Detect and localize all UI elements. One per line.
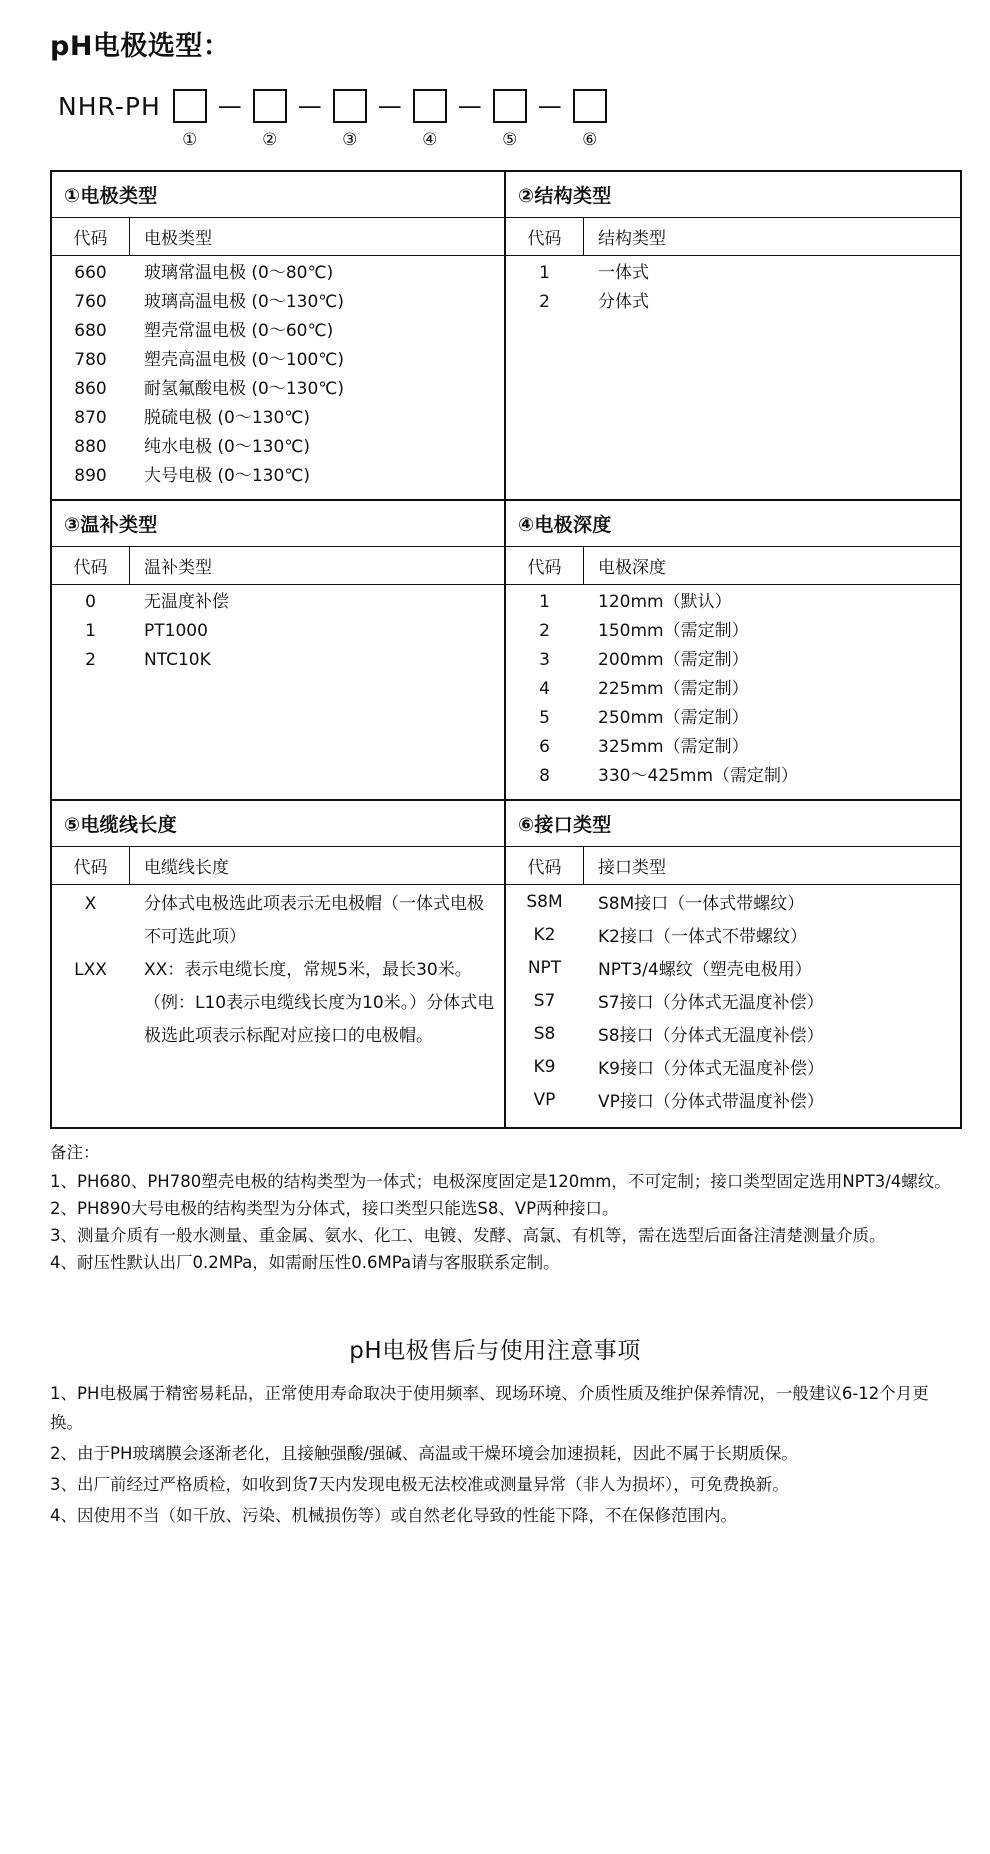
table-row [506,288,960,317]
row-desc: 分体式 [598,292,649,312]
row-code: 2 [539,292,550,312]
table-row [52,404,504,433]
slot-box-6 [573,89,607,123]
row-desc: K2接口（一体式不带螺纹） [598,927,807,947]
slot-box-4 [413,89,447,123]
row-desc: K9接口（分体式无温度补偿） [598,1059,824,1079]
model-prefix: NHR-PH [58,92,161,121]
row-code: VP [533,1090,556,1110]
column-header-desc: 接口类型 [598,858,666,878]
slot-box-2 [253,89,287,123]
after-sales-section [50,1379,950,1530]
row-code: 4 [539,679,550,699]
row-desc: 150mm（需定制） [598,621,749,641]
row-code: X [84,894,97,914]
row-code: 870 [74,408,107,428]
row-desc: 耐氢氟酸电极 (0～130℃) [144,379,345,399]
slot-number-5: ⑤ [502,130,518,150]
row-desc: NTC10K [144,650,211,670]
row-code: 5 [539,708,550,728]
remark-item: 4、耐压性默认出厂0.2MPa，如需耐压性0.6MPa请与客服联系定制。 [50,1253,560,1272]
table-row [52,462,504,491]
row-code: 0 [85,592,96,612]
table-row [506,617,960,646]
table-row [52,375,504,404]
slot-box-1 [173,89,207,123]
row-desc: 塑壳高温电极 (0～100℃) [144,350,345,370]
selection-table [50,170,962,1129]
row-desc: 250mm（需定制） [598,708,749,728]
column-header-code: 代码 [52,547,130,584]
row-desc: 玻璃常温电极 (0～80℃) [144,263,334,283]
table-row [506,987,960,1020]
column-header-code: 代码 [506,218,584,255]
table-row [52,888,504,954]
column-header-desc: 结构类型 [598,229,666,249]
row-desc: 大号电极 (0～130℃) [144,466,311,486]
table-row [506,921,960,954]
section-heading: ③温补类型 [52,501,504,547]
rows-body [506,585,960,799]
slot-dash-4: — [457,92,482,120]
rows-body [52,256,504,499]
model-slot-1 [173,89,207,150]
row-desc: PT1000 [144,621,208,641]
table-block-3 [52,801,960,1129]
column-header-desc: 温补类型 [144,558,212,578]
remark-item: 2、PH890大号电极的结构类型为分体式，接口类型只能选S8、VP两种接口。 [50,1199,619,1218]
row-desc: 120mm（默认） [598,592,732,612]
row-code: 3 [539,650,550,670]
slot-number-6: ⑥ [582,130,598,150]
row-code: 860 [74,379,107,399]
remark-item: 1、PH680、PH780塑壳电极的结构类型为一体式；电极深度固定是120mm，不可定制；接口类型固定选用NPT3/4螺纹。 [50,1172,951,1191]
column-headers [506,847,960,885]
row-desc: 纯水电极 (0～130℃) [144,437,311,457]
model-code-row [58,89,968,150]
slot-number-2: ② [262,130,278,150]
section-heading: ②结构类型 [506,172,960,218]
column-header-desc: 电极类型 [144,229,212,249]
remark-item: 3、测量介质有一般水测量、重金属、氨水、化工、电镀、发酵、高氯、有机等，需在选型后面备注清楚测量介质。 [50,1226,886,1245]
model-slot-3 [333,89,367,150]
after-sales-item: 3、出厂前经过严格质检，如收到货7天内发现电极无法校准或测量异常（非人为损坏），可免费换新。 [50,1475,789,1494]
row-desc: 脱硫电极 (0～130℃) [144,408,311,428]
row-code: 2 [85,650,96,670]
model-slot-2 [253,89,287,150]
section-heading: ①电极类型 [52,172,504,218]
column-header-desc: 电极深度 [598,558,666,578]
table-block-2 [52,501,960,801]
slot-dash-5: — [537,92,562,120]
slot-dash-1: — [217,92,242,120]
remarks-section [50,1139,962,1276]
row-desc: S7接口（分体式无温度补偿） [598,993,824,1013]
row-code: 680 [74,321,107,341]
row-desc: 分体式电极选此项表示无电极帽（一体式电极不可选此项） [144,894,484,947]
page-title: pH电极选型： [50,31,231,62]
section-electrode-depth [506,501,960,799]
row-code: 1 [539,263,550,283]
row-desc: 无温度补偿 [144,592,229,612]
column-headers [506,218,960,256]
after-sales-item: 4、因使用不当（如干放、污染、机械损伤等）或自然老化导致的性能下降，不在保修范围内。 [50,1506,737,1525]
slot-number-3: ③ [342,130,358,150]
section-heading: ⑤电缆线长度 [52,801,504,847]
rows-body [52,885,504,1061]
table-row [506,646,960,675]
row-desc: 330～425mm（需定制） [598,766,799,786]
column-header-code: 代码 [52,847,130,884]
section-heading: ⑥接口类型 [506,801,960,847]
model-slot-4 [413,89,447,150]
table-row [506,762,960,791]
column-headers [52,847,504,885]
row-code: 1 [539,592,550,612]
row-code: S7 [533,991,556,1011]
slot-box-3 [333,89,367,123]
table-row [506,1053,960,1086]
table-row [506,733,960,762]
section-connector-type [506,801,960,1127]
row-code: K9 [533,1057,556,1077]
section-cable-length [52,801,506,1127]
slot-dash-2: — [297,92,322,120]
table-row [52,433,504,462]
column-header-code: 代码 [52,218,130,255]
row-desc: 200mm（需定制） [598,650,749,670]
rows-body [52,585,504,683]
row-code: S8M [526,892,563,912]
after-sales-item: 1、PH电极属于精密易耗品，正常使用寿命取决于使用频率、现场环境、介质性质及维护保养情况，一般建议6-12个月更换。 [50,1384,929,1432]
column-header-desc: 电缆线长度 [144,858,229,878]
column-headers [52,547,504,585]
table-row [506,704,960,733]
table-row [506,888,960,921]
row-code: NPT [527,958,562,978]
row-code: K2 [533,925,556,945]
row-code: LXX [74,960,107,980]
row-code: 760 [74,292,107,312]
column-header-code: 代码 [506,847,584,884]
slot-number-1: ① [182,130,198,150]
row-desc: 225mm（需定制） [598,679,749,699]
table-row [506,588,960,617]
table-row [52,346,504,375]
row-code: 8 [539,766,550,786]
row-code: 660 [74,263,107,283]
table-row [52,288,504,317]
slot-box-5 [493,89,527,123]
row-desc: VP接口（分体式带温度补偿） [598,1092,824,1112]
row-code: 6 [539,737,550,757]
table-row [52,259,504,288]
after-sales-item: 2、由于PH玻璃膜会逐渐老化，且接触强酸/强碱、高温或干燥环境会加速损耗，因此不属于长期质保。 [50,1444,798,1463]
model-slots [173,89,607,150]
rows-body [506,256,960,325]
column-headers [52,218,504,256]
section-electrode-type [52,172,506,499]
row-desc: 塑壳常温电极 (0～60℃) [144,321,334,341]
table-row [52,617,504,646]
column-headers [506,547,960,585]
section-structure-type [506,172,960,499]
model-slot-6 [573,89,607,150]
section-heading: ④电极深度 [506,501,960,547]
slot-number-4: ④ [422,130,438,150]
table-row [52,954,504,1053]
table-row [506,1086,960,1119]
table-row [52,588,504,617]
row-code: 1 [85,621,96,641]
remarks-title: 备注： [50,1143,100,1162]
after-sales-title: pH电极售后与使用注意事项 [349,1338,641,1364]
row-desc: 一体式 [598,263,649,283]
table-row [52,317,504,346]
table-row [506,675,960,704]
row-desc: 玻璃高温电极 (0～130℃) [144,292,345,312]
table-block-1 [52,172,960,501]
document-page [0,12,990,1854]
table-row [506,954,960,987]
row-desc: XX：表示电缆长度，常规5米，最长30米。（例：L10表示电缆线长度为10米。）分体式电极选此项表示标配对应接口的电极帽。 [144,960,495,1046]
row-desc: S8M接口（一体式带螺纹） [598,894,805,914]
row-code: 880 [74,437,107,457]
rows-body [506,885,960,1127]
section-temp-compensation [52,501,506,799]
slot-dash-3: — [377,92,402,120]
table-row [506,259,960,288]
column-header-code: 代码 [506,547,584,584]
table-row [506,1020,960,1053]
row-desc: 325mm（需定制） [598,737,749,757]
model-slot-5 [493,89,527,150]
row-code: 780 [74,350,107,370]
table-row [52,646,504,675]
row-code: 890 [74,466,107,486]
row-desc: S8接口（分体式无温度补偿） [598,1026,824,1046]
row-desc: NPT3/4螺纹（塑壳电极用） [598,960,812,980]
row-code: S8 [533,1024,556,1044]
row-code: 2 [539,621,550,641]
